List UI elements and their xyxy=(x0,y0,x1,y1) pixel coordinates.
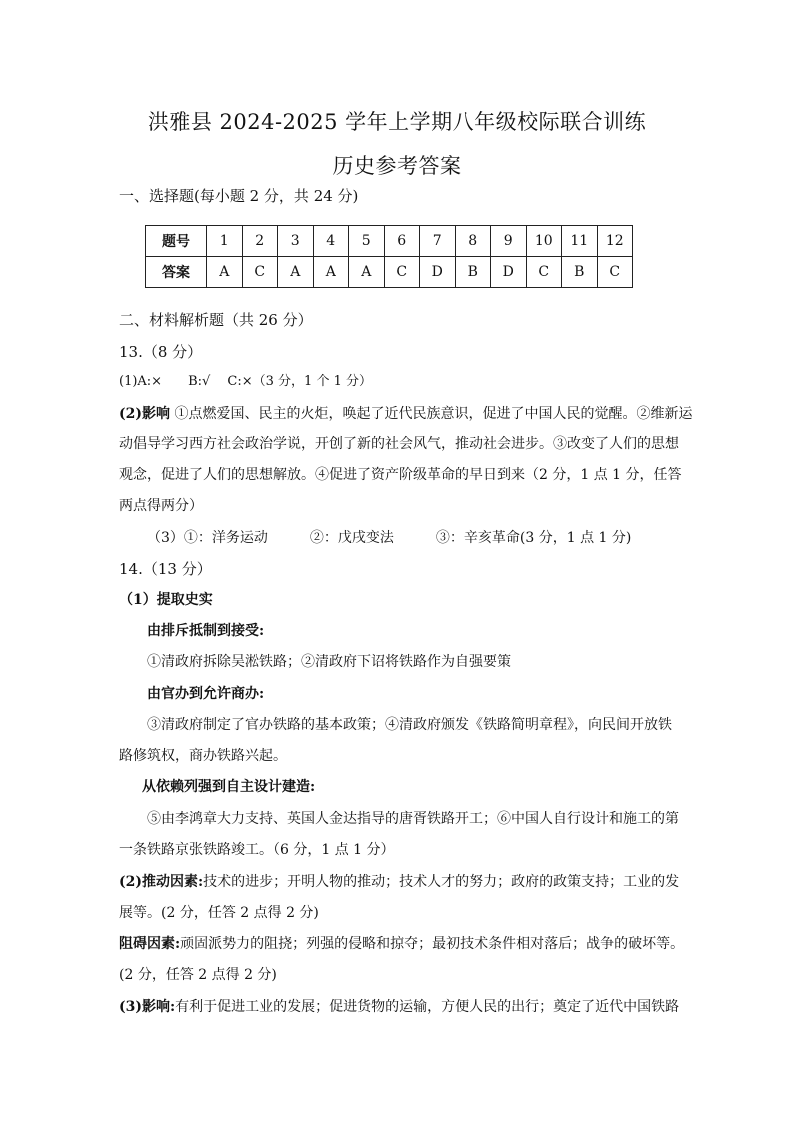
q14-part1b-label: 由官办到允许商办: xyxy=(147,686,265,702)
table-row-numbers xyxy=(146,226,633,257)
table-cell: 10 xyxy=(526,226,562,257)
q14-part1b-line1: ③清政府制定了官办铁路的基本政策；④清政府颁发《铁路简明章程》，向民间开放铁 xyxy=(147,717,672,733)
table-cell: C xyxy=(526,257,562,288)
q13-part2-line1 xyxy=(119,404,692,424)
document-title: 洪雅县 2024-2025 学年上学期八年级校际联合训练 xyxy=(147,110,647,134)
table-cell: 8 xyxy=(455,226,491,257)
table-cell: B xyxy=(455,257,491,288)
row-header-number: 题号 xyxy=(146,226,207,257)
row-header-answer: 答案 xyxy=(146,257,207,288)
q14-part1a-text: ①清政府拆除吴淞铁路；②清政府下诏将铁路作为自强要策 xyxy=(147,654,511,670)
q13-part3: （3）①：洋务运动 ②：戊戌变法 ③：辛亥革命(3 分，1 点 1 分) xyxy=(147,530,632,546)
table-cell: 11 xyxy=(562,226,598,257)
table-cell: C xyxy=(384,257,420,288)
table-cell: D xyxy=(420,257,456,288)
q13-heading: 13.（8 分） xyxy=(119,343,203,361)
q14-part2b-line2: (2 分，任答 2 点得 2 分) xyxy=(119,967,277,983)
q14-part1-heading: （1）提取史实 xyxy=(119,592,213,608)
q14-part2b-label: 阻碍因素: xyxy=(119,936,181,952)
q14-part1c-line1: ⑤由李鸿章大力支持、英国人金达指导的唐胥铁路开工；⑥中国人自行设计和施工的第 xyxy=(147,811,679,827)
q14-part2-line1 xyxy=(119,872,679,892)
q14-part3-label: (3)影响: xyxy=(119,999,176,1015)
table-cell: A xyxy=(313,257,349,288)
q13-part2-line2: 动倡导学习西方社会政治学说，开创了新的社会风气，推动社会进步。③改变了人们的思想 xyxy=(119,436,679,452)
q14-heading: 14.（13 分） xyxy=(119,560,212,578)
section1-heading: 一、选择题(每小题 2 分，共 24 分) xyxy=(119,187,359,205)
q14-part2b-line1 xyxy=(119,934,684,954)
q14-part1b-line2: 路修筑权，商办铁路兴起。 xyxy=(119,748,287,764)
q14-part2-text: 技术的进步；开明人物的推动；技术人才的努力；政府的政策支持；工业的发 xyxy=(203,874,680,890)
table-cell: 3 xyxy=(278,226,314,257)
table-cell: C xyxy=(242,257,278,288)
q13-part2-line3: 观念，促进了人们的思想解放。④促进了资产阶级革命的早日到来（2 分，1 点 1 分，任答 xyxy=(119,467,682,483)
table-cell: 2 xyxy=(242,226,278,257)
section2-heading: 二、材料解析题（共 26 分） xyxy=(119,311,313,329)
table-cell: 12 xyxy=(597,226,633,257)
answer-table xyxy=(145,225,633,288)
table-cell: 6 xyxy=(384,226,420,257)
table-cell: A xyxy=(207,257,243,288)
table-cell: 9 xyxy=(491,226,527,257)
q13-part2-label: (2)影响 xyxy=(119,406,170,422)
q14-part3-line1 xyxy=(119,997,679,1017)
table-cell: 4 xyxy=(313,226,349,257)
q14-part3-text: 有利于促进工业的发展；促进货物的运输，方便人民的出行；奠定了近代中国铁路 xyxy=(175,999,680,1015)
q13-part2-line4: 两点得两分） xyxy=(119,498,203,514)
table-cell: 5 xyxy=(349,226,385,257)
document-subtitle: 历史参考答案 xyxy=(332,154,462,178)
table-cell: A xyxy=(349,257,385,288)
table-cell: B xyxy=(562,257,598,288)
table-row-answers xyxy=(146,257,633,288)
q14-part1a-label: 由排斥抵制到接受: xyxy=(147,623,265,639)
q14-part2-label: (2)推动因素: xyxy=(119,874,204,890)
q13-part1: (1)A:× B:√ C:×（3 分，1 个 1 分） xyxy=(119,374,372,389)
q14-part1c-line2: 一条铁路京张铁路竣工。（6 分，1 点 1 分） xyxy=(119,842,395,858)
table-cell: 7 xyxy=(420,226,456,257)
table-cell: 1 xyxy=(207,226,243,257)
q13-part2-text: ①点燃爱国、民主的火炬，唤起了近代民族意识，促进了中国人民的觉醒。②维新运 xyxy=(170,406,693,422)
q14-part1c-label: 从依赖列强到自主设计建造: xyxy=(142,779,316,795)
table-cell: C xyxy=(597,257,633,288)
table-cell: D xyxy=(491,257,527,288)
q14-part2b-text: 顽固派势力的阻挠；列强的侵略和掠夺；最初技术条件相对落后；战争的破坏等。 xyxy=(180,936,685,952)
table-cell: A xyxy=(278,257,314,288)
q14-part2-line2: 展等。(2 分，任答 2 点得 2 分) xyxy=(119,905,319,921)
